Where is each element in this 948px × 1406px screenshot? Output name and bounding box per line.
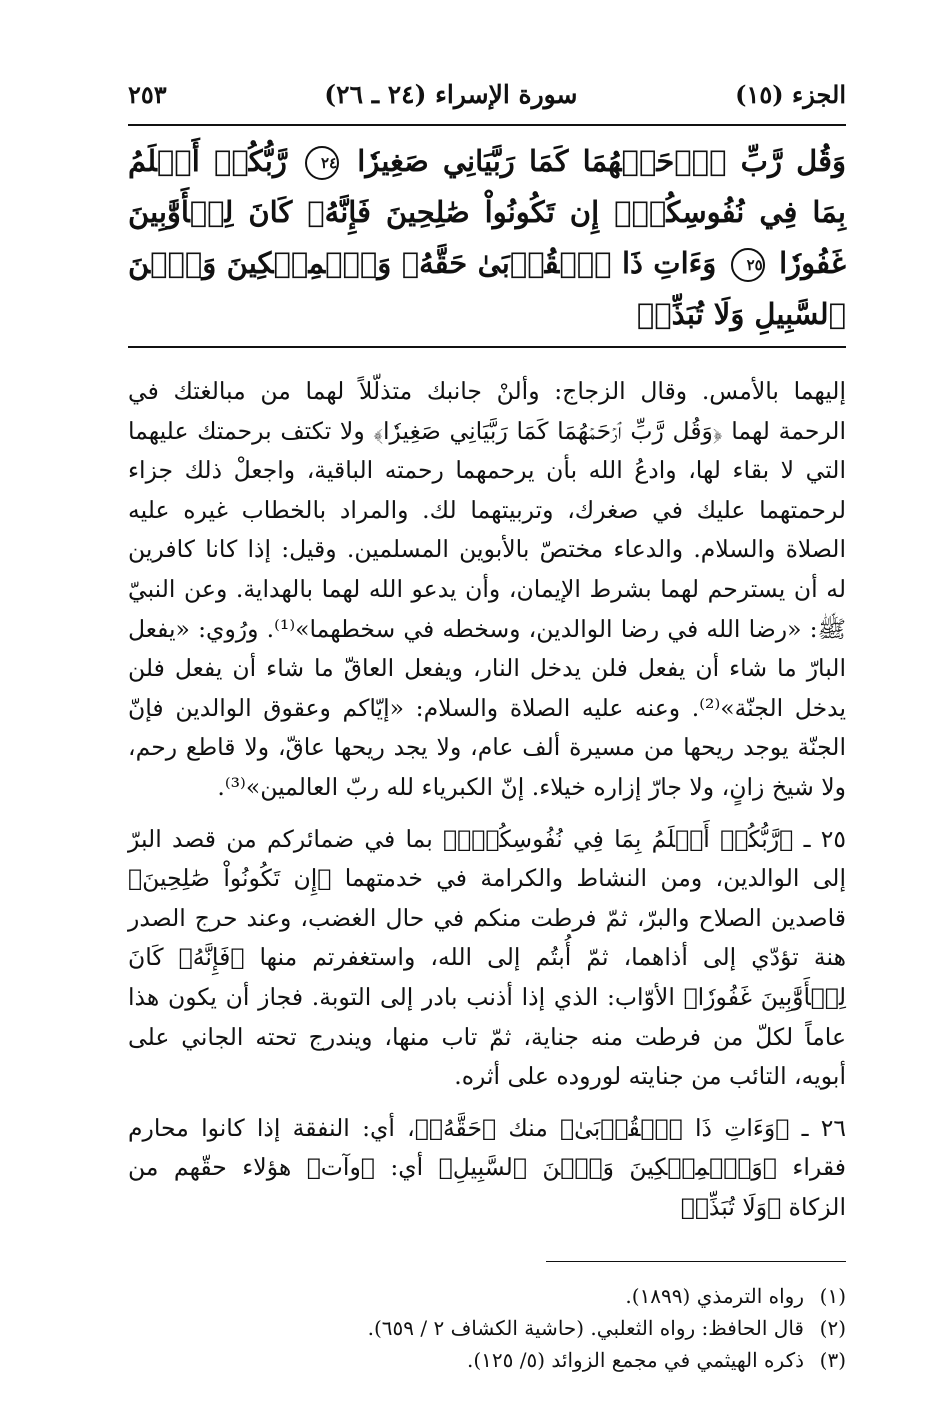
verses-rule bbox=[128, 346, 846, 348]
footnote-item bbox=[128, 1312, 846, 1344]
verse-26-text: وَءَاتِ ذَا ٱلۡقُرۡبَىٰ حَقَّهُۥ وَٱلۡمِسۡكِينَ وَٱبۡنَ ٱلسَّبِيلِ وَلَا تُبَذِّرۡ bbox=[128, 246, 846, 331]
footnotes bbox=[128, 1280, 846, 1376]
footnote-item bbox=[128, 1280, 846, 1312]
quran-verses bbox=[128, 136, 846, 340]
footnote-rule bbox=[546, 1261, 846, 1262]
commentary bbox=[128, 372, 846, 1227]
footnote-number: (٣) bbox=[819, 1348, 846, 1373]
book-page bbox=[128, 80, 846, 1380]
page-number: ٢٥٣ bbox=[128, 80, 167, 109]
footnote-text: قال الحافظ: رواه الثعلبي. (حاشية الكشاف ٢ / ٦٥٩). bbox=[367, 1316, 804, 1341]
footnote-item bbox=[128, 1344, 846, 1376]
footnote-text: رواه الترمذي (١٨٩٩). bbox=[625, 1284, 804, 1309]
footnote-text: ذكره الهيثمي في مجمع الزوائد (٥/ ١٢٥). bbox=[467, 1348, 804, 1373]
commentary-paragraph-2: ٢٥ ـ ﴿رَّبُّكُمۡ أَعۡلَمُ بِمَا فِي نُفُوسِكُمۡۚ﴾ بما في ضمائركم من قصد البرّ إلى الوالدين، ومن النشاط والكرامة في خدمتهما ﴿إِن تَكُونُواْ صَٰلِحِينَ﴾ قاصدين الصلاح والبرّ، ثمّ فرطت منكم في حال الغضب، وعند حرج الصدر هنة تؤدّي إلى أذاهما، ثمّ أُبتُم إلى الله، واستغفرتم منها ﴿فَإِنَّهُۥ كَانَ لِلۡأَوَّٰبِينَ غَفُورٗا﴾ الأوّاب: الذي إذا أذنب بادر إلى التوبة. فجاز أن يكون هذا عاماً لكلّ من فرطت منه جناية، ثمّ تاب منها، ويندرج تحته الجاني على أبويه، التائب من جنايته لوروده على أثره. bbox=[128, 824, 846, 1091]
verse-25-text: رَّبُّكُمۡ أَعۡلَمُ بِمَا فِي نُفُوسِكُمۡۚ إِن تَكُونُواْ صَٰلِحِينَ فَإِنَّهُۥ كَانَ لِلۡأَوَّٰبِينَ غَفُورٗا bbox=[128, 144, 846, 280]
footnote-number: (١) bbox=[819, 1284, 846, 1309]
verse-number-24: ٢٤ bbox=[305, 146, 339, 180]
footnote-number: (٢) bbox=[819, 1316, 846, 1341]
surah-title: سورة الإسراء (٢٤ ـ ٢٦) bbox=[324, 80, 578, 109]
running-header bbox=[128, 80, 846, 124]
verse-number-25: ٢٥ bbox=[731, 248, 765, 282]
commentary-paragraph-1: إليهما بالأمس. وقال الزجاج: وألنْ جانبك متذلّلاً لهما من مبالغتك في الرحمة لهما ﴿وَقُل رَّبِّ ٱرۡحَمۡهُمَا كَمَا رَبَّيَانِي صَغِيرٗا﴾ ولا تكتف برحمتك عليهما التي لا بقاء لها، وادعُ الله بأن يرحمهما رحمته الباقية، واجعلْ ذلك جزاء لرحمتهما عليك في صغرك، وتربيتهما لك. والمراد بالخطاب غيره عليه الصلاة والسلام. والدعاء مختصّ بالأبوين المسلمين. وقيل: إذا كانا كافرين له أن يسترحم لهما بشرط الإيمان، وأن يدعو الله لهما بالهداية. وعن النبيّ ﷺ: «رضا الله في رضا الوالدين، وسخطه في سخطهما»⁽¹⁾. ورُوي: «يفعل البارّ ما شاء أن يفعل فلن يدخل النار، ويفعل العاقّ ما شاء أن يفعل فلن يدخل الجنّة»⁽²⁾. وعنه عليه الصلاة والسلام: «إيّاكم وعقوق الوالدين فإنّ الجنّة يوجد ريحها من مسيرة ألف عام، ولا يجد ريحها عاقّ، ولا قاطع رحم، ولا شيخ زانٍ، ولا جارّ إزاره خيلاء. إنّ الكبرياء لله ربّ العالمين»⁽³⁾. bbox=[128, 377, 847, 801]
header-rule bbox=[128, 124, 846, 126]
juz-label: الجزء (١٥) bbox=[735, 80, 846, 109]
verse-24-text: وَقُل رَّبِّ ٱرۡحَمۡهُمَا كَمَا رَبَّيَانِي صَغِيرٗا bbox=[357, 144, 846, 178]
commentary-paragraph-3: ٢٦ ـ ﴿وَءَاتِ ذَا ٱلۡقُرۡبَىٰ﴾ منك ﴿حَقَّهُۥ﴾، أي: النفقة إذا كانوا محارم فقراء ﴿وَٱلۡمِسۡكِينَ وَٱبۡنَ ٱلسَّبِيلِ﴾ أي: ﴿وآت﴾ هؤلاء حقّهم من الزكاة ﴿وَلَا تُبَذِّرۡ bbox=[128, 1113, 846, 1221]
